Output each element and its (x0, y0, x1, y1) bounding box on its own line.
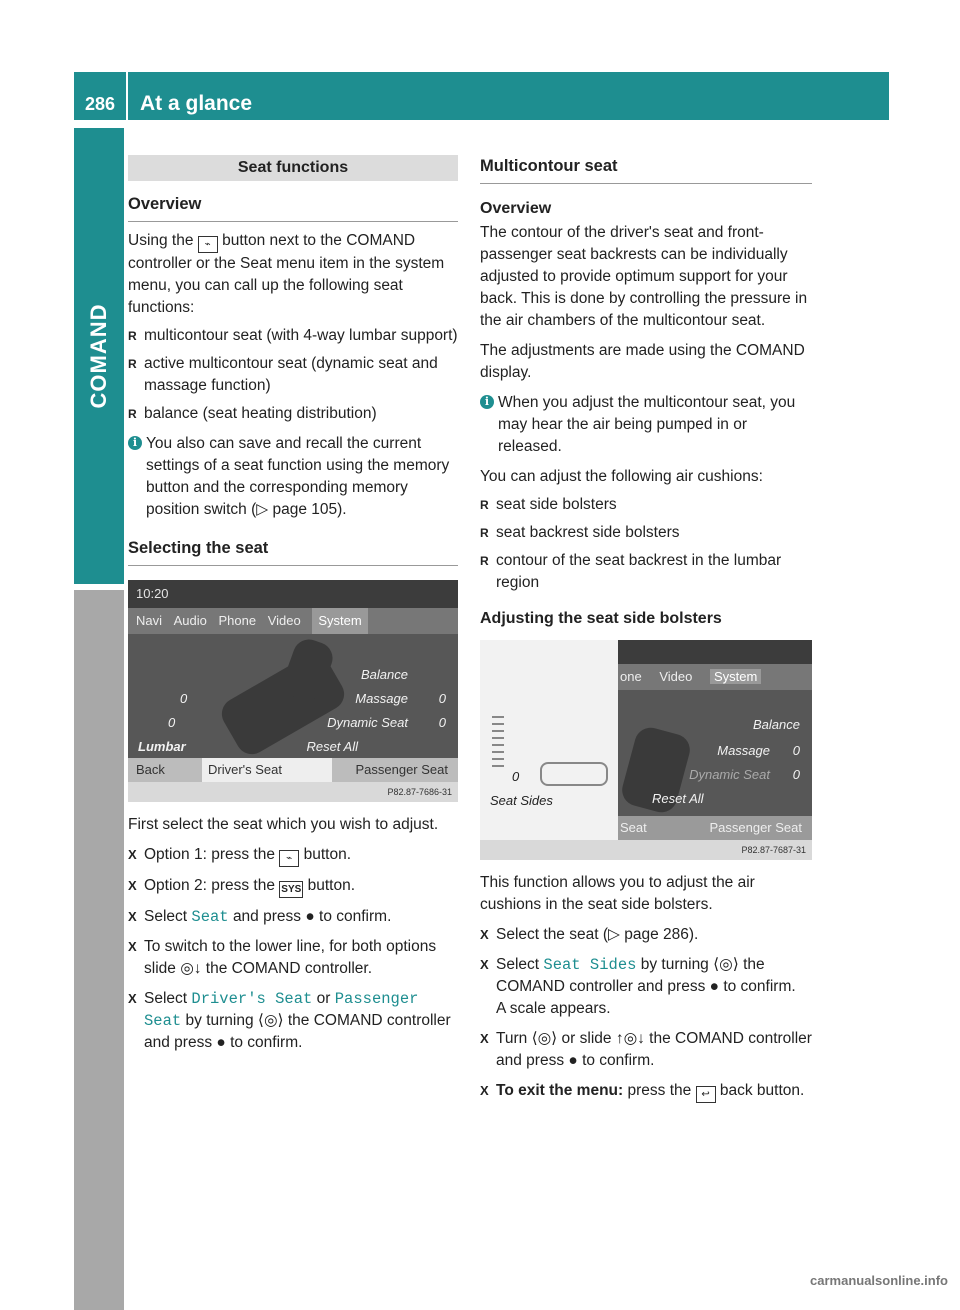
paragraph: You can adjust the following air cushions: (480, 468, 763, 485)
overview-subheading: Overview (480, 200, 552, 217)
intro-paragraph: Using the ⌁ button next to the COMAND controller or the Seat menu item in the system menu, you can call up the following seat functions: (128, 232, 445, 316)
screen-bottom-bar (128, 758, 458, 782)
menu-item: Video (267, 613, 301, 628)
paragraph: The adjustments are made using the COMAND display. (480, 342, 805, 381)
menu-item: Navi (136, 613, 163, 628)
slide-updown-icon: ↑◎↓ (615, 1030, 645, 1047)
slide-down-icon: ◎↓ (180, 960, 202, 977)
after-image-text: First select the seat which you wish to adjust. (128, 816, 439, 833)
menu-item: Audio (173, 613, 207, 628)
image-code: P82.87-7687-31 (480, 840, 812, 860)
scale-panel (480, 640, 618, 840)
comand-screen-seat-sides (480, 640, 812, 860)
step-item: X Turn ⟨◎⟩ or slide ↑◎↓ the COMAND controller and press ● to confirm. (480, 1028, 812, 1072)
menu-item: System (710, 669, 761, 684)
press-icon: ● (709, 978, 720, 995)
left-column (128, 155, 458, 1054)
press-icon: ● (305, 908, 315, 925)
sys-button-icon: SYS (279, 881, 303, 898)
page-number: 286 (84, 94, 116, 114)
screen-passenger-seat: Passenger Seat (709, 820, 802, 835)
menu-item: Phone (218, 613, 257, 628)
info-icon: i (480, 395, 494, 409)
side-value: 0 (512, 769, 520, 784)
overview-heading: Overview (128, 193, 458, 222)
step-item: X To switch to the lower line, for both options slide ◎↓ the COMAND controller. (128, 936, 458, 980)
watermark: carmanualsonline.info (810, 1273, 948, 1288)
screen-back: Back (136, 762, 165, 777)
bolster-graphic (540, 762, 608, 786)
comand-screen-seat-menu (128, 580, 458, 802)
lumbar-label: Lumbar (138, 739, 186, 754)
side-gray-band (74, 590, 124, 1310)
screen-time: 10:20 (128, 580, 458, 608)
step-item: X Select Seat Sides by turning ⟨◎⟩ the COMAND controller and press ● to confirm. A scale appears. (480, 954, 812, 1020)
screen-value: 0 (168, 715, 176, 730)
screen-menu-bar (128, 608, 458, 634)
screen-item: Balance (753, 717, 800, 732)
screen-bottom-bar (618, 816, 812, 840)
page-title: At a glance (140, 92, 253, 115)
screen-item: Reset All (306, 739, 358, 754)
info-icon: i (128, 436, 142, 450)
step-item: X Select Seat and press ● to confirm. (128, 906, 458, 928)
seat-button-icon: ⌁ (279, 850, 299, 867)
screen-item: Massage (717, 743, 770, 758)
multicontour-heading: Multicontour seat (480, 155, 812, 184)
screen-item: Balance (361, 667, 408, 682)
step-item: X Option 2: press the SYS button. (128, 875, 458, 898)
list-item: R balance (seat heating distribution) (128, 403, 458, 425)
screen-item: Reset All (652, 791, 704, 806)
paragraph: The contour of the driver's seat and front-passenger seat backrests can be individually adjusted to provide optimum support for your back. This is done by controlling the pressure in the air chambers of the multicontour seat. (480, 224, 808, 329)
screen-body (618, 690, 812, 816)
seat-sides-label: Seat Sides (490, 793, 553, 808)
screen-item: Dynamic Seat (327, 715, 408, 730)
selecting-seat-heading: Selecting the seat (128, 537, 458, 566)
turn-icon: ⟨◎⟩ (257, 1012, 284, 1029)
screen-drivers-seat: Driver's Seat (202, 758, 332, 782)
screen-item: Massage (355, 691, 408, 706)
press-icon: ● (216, 1034, 226, 1051)
scale-bars (492, 716, 504, 768)
image-code: P82.87-7686-31 (128, 782, 458, 802)
info-note: i You also can save and recall the current settings of a seat function using the memory button and the corresponding memory position switch (▷ page 105). (128, 433, 458, 521)
right-column (480, 155, 812, 1103)
screen-menu-bar (618, 664, 812, 690)
screen-seat: Seat (620, 820, 647, 835)
turn-icon: ⟨◎⟩ (531, 1030, 558, 1047)
screen-value: 0 (438, 691, 446, 706)
menu-item: one (620, 669, 642, 684)
step-item: X To exit the menu: press the ↩ back button. (480, 1080, 812, 1103)
screen-item: Dynamic Seat (689, 767, 770, 782)
step-item: X Select the seat (▷ page 286). (480, 924, 812, 946)
press-icon: ● (568, 1052, 578, 1069)
screen-value: 0 (180, 691, 188, 706)
screen-value: 0 (792, 743, 800, 758)
screen-value: 0 (438, 715, 446, 730)
turn-icon: ⟨◎⟩ (713, 956, 739, 973)
seat-button-icon: ⌁ (198, 236, 218, 253)
list-item: R multicontour seat (with 4-way lumbar support) (128, 325, 458, 347)
screen-body (128, 634, 458, 758)
list-item: R contour of the seat backrest in the lumbar region (480, 550, 812, 594)
back-button-icon: ↩ (696, 1086, 716, 1103)
side-tab-label: COMAND (86, 303, 111, 409)
screen-header (618, 640, 812, 664)
list-item: R active multicontour seat (dynamic seat and massage function) (128, 353, 458, 397)
info-note: i When you adjust the multicontour seat, you may hear the air being pumped in or released. (480, 392, 812, 458)
section-banner: Seat functions (128, 155, 458, 181)
header-separator (126, 72, 128, 120)
menu-item: System (312, 608, 367, 634)
step-item: X Select Driver's Seat or Passenger Seat by turning ⟨◎⟩ the COMAND controller and press ● to confirm. (128, 988, 458, 1054)
list-item: R seat side bolsters (480, 494, 812, 516)
list-item: R seat backrest side bolsters (480, 522, 812, 544)
after-image-text: This function allows you to adjust the air cushions in the seat side bolsters. (480, 874, 755, 913)
step-item: X Option 1: press the ⌁ button. (128, 844, 458, 867)
screen-passenger-seat: Passenger Seat (355, 762, 448, 777)
screen-value: 0 (792, 767, 800, 782)
adjusting-heading: Adjusting the seat side bolsters (480, 610, 722, 627)
menu-item: Video (659, 669, 693, 684)
